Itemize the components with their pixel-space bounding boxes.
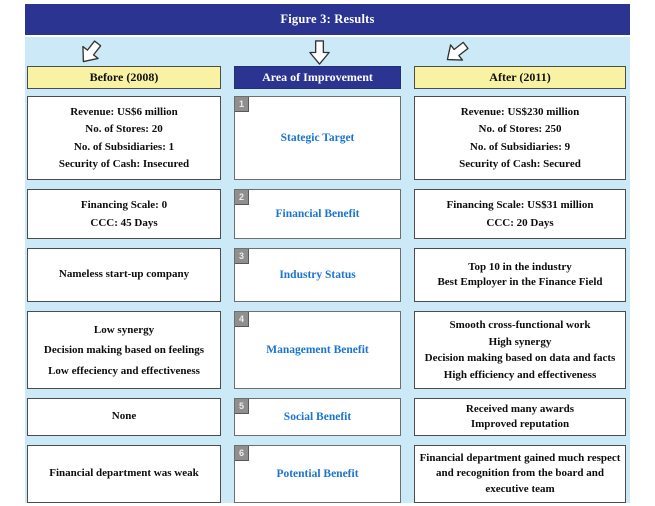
text-line: Low synergy — [93, 323, 155, 336]
comparison-row — [0, 311, 655, 389]
after-box — [414, 96, 626, 180]
improvement-label: Financial Benefit — [275, 208, 360, 220]
text-line: Financing Scale: US$31 million — [446, 199, 594, 211]
improvement-box — [234, 398, 401, 436]
after-box — [414, 445, 626, 503]
improvement-box — [234, 311, 401, 389]
text-line: Security of Cash: Secured — [459, 158, 581, 171]
improvement-box — [234, 445, 401, 503]
comparison-row — [0, 248, 655, 302]
column-header-before — [27, 66, 221, 89]
column-header-before-label: Before (2008) — [89, 70, 159, 84]
comparison-row — [0, 189, 655, 239]
comparison-row — [0, 398, 655, 436]
improvement-label: Social Benefit — [283, 411, 352, 423]
text-line: None — [111, 410, 137, 423]
comparison-row — [0, 445, 655, 503]
before-box — [27, 189, 221, 239]
after-box — [414, 311, 626, 389]
text-line: Financing Scale: 0 — [80, 199, 168, 211]
text-line: Revenue: US$230 million — [460, 105, 580, 118]
comparison-row — [0, 96, 655, 180]
before-box — [27, 398, 221, 436]
row-number-badge: 5 — [235, 399, 249, 414]
figure-title-banner — [25, 4, 630, 35]
text-line: Improved reputation — [470, 418, 570, 430]
text-line: No. of Subsidiaries: 1 — [73, 140, 175, 153]
row-number-badge: 2 — [235, 190, 249, 205]
text-line: Nameless start-up company — [58, 268, 190, 281]
row-number-badge: 3 — [235, 249, 249, 264]
down-arrow-icon — [307, 40, 332, 65]
text-line: Received many awards — [465, 402, 575, 415]
text-line: Revenue: US$6 million — [70, 105, 178, 118]
after-box — [414, 398, 626, 436]
column-header-after-label: After (2011) — [489, 70, 551, 84]
after-box — [414, 189, 626, 239]
text-line: Low effeciency and effectiveness — [48, 364, 200, 377]
improvement-label: Potential Benefit — [276, 468, 359, 480]
text-line: No. of Stores: 20 — [85, 123, 163, 136]
text-line: CCC: 20 Days — [486, 217, 554, 229]
row-number-badge: 1 — [235, 97, 249, 112]
after-box — [414, 248, 626, 302]
text-line: Financial department was weak — [49, 467, 199, 480]
column-header-improvement — [234, 66, 401, 89]
text-line: Decision making based on feelings — [43, 344, 205, 356]
row-number-badge: 6 — [235, 446, 249, 461]
text-line: Top 10 in the industry — [468, 260, 572, 273]
improvement-box — [234, 248, 401, 302]
text-line: Best Employer in the Finance Field — [437, 276, 603, 288]
text-line: CCC: 45 Days — [90, 217, 158, 229]
text-line: Smooth cross-functional work — [449, 319, 591, 332]
improvement-label: Stategic Target — [280, 132, 355, 144]
before-box — [27, 445, 221, 503]
column-header-after — [414, 66, 626, 89]
before-box — [27, 96, 221, 180]
row-number-badge: 4 — [235, 312, 249, 327]
before-box — [27, 248, 221, 302]
text-line: Financial department gained much respect and recognition from the board and executive team — [419, 451, 621, 495]
text-line: Decision making based on data and facts — [424, 352, 616, 365]
text-line: High efficiency and effectiveness — [443, 368, 597, 381]
column-header-improvement-label: Area of Improvement — [262, 70, 373, 84]
improvement-label: Management Benefit — [266, 344, 369, 356]
text-line: High synergy — [488, 335, 552, 348]
text-line: No. of Stores: 250 — [478, 123, 562, 136]
before-box — [27, 311, 221, 389]
figure-title: Figure 3: Results — [280, 12, 375, 26]
text-line: Security of Cash: Insecured — [58, 158, 190, 171]
improvement-label: Industry Status — [279, 269, 356, 281]
improvement-box — [234, 96, 401, 180]
improvement-box — [234, 189, 401, 239]
text-line: No. of Subsidiaries: 9 — [469, 140, 571, 153]
